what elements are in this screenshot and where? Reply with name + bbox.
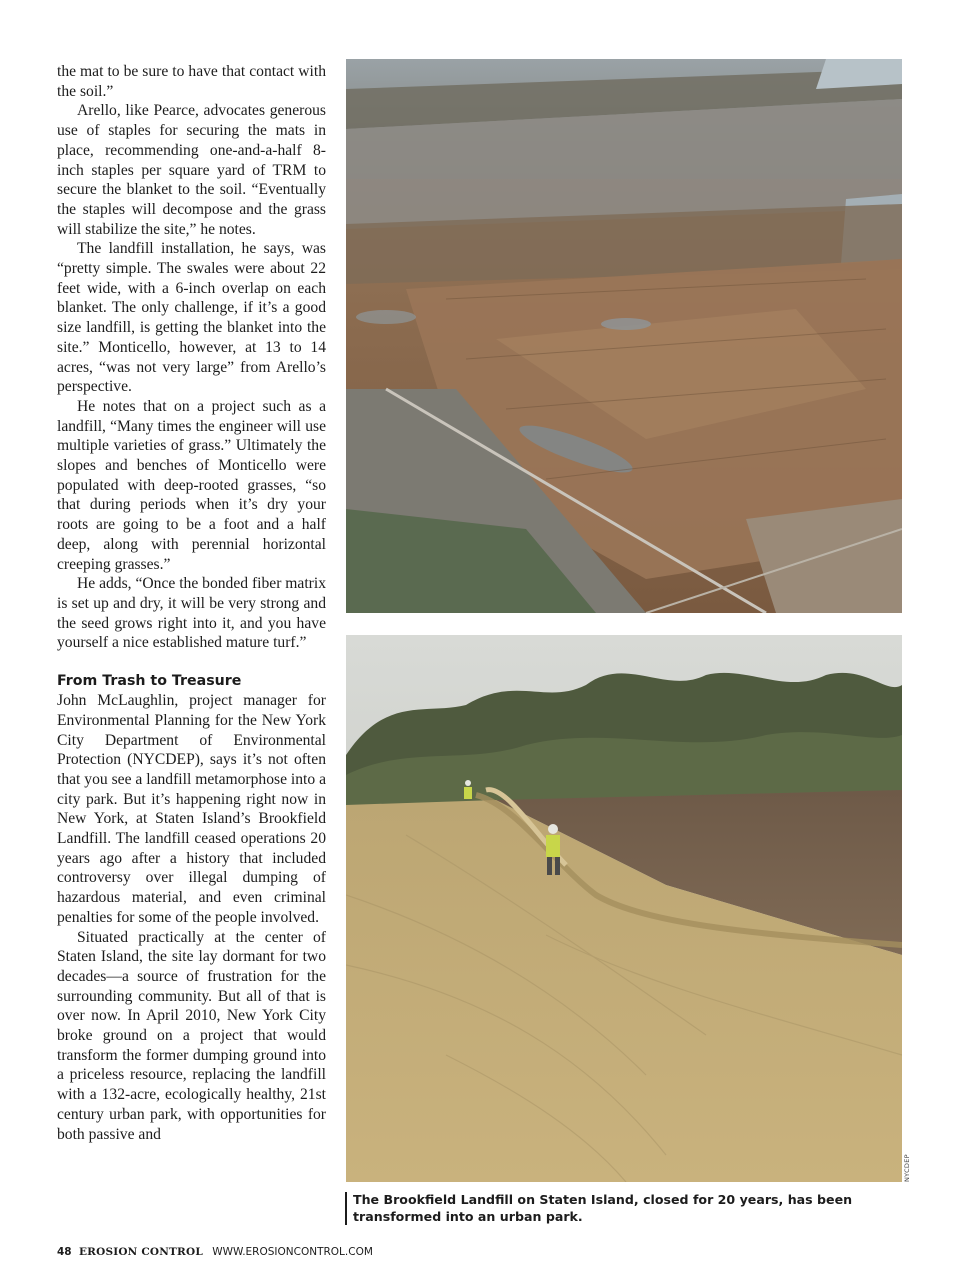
article-paragraph: He notes that on a project such as a landfill, “Many times the engineer will use multiple varieties of grass.” Ultimately the slopes and benches of Monticello were populated with deep-rooted grasses, “so that during periods when it’s dry your roots are going to be a foot and a half deep, along with perennial horizontal creeping grasses.” (57, 397, 326, 573)
aerial-landfill-photo (346, 59, 902, 613)
aerial-photo-graphic (346, 59, 902, 613)
magazine-name: EROSION CONTROL (78, 1246, 203, 1258)
page-number: 48 (57, 1246, 72, 1258)
article-paragraph: Situated practically at the center of Staten Island, the site lay dormant for two decades—a source of frustration for the surrounding community. But all of that is over now. In April 2010, New York City broke ground on a project that would transform the former dumping ground into a priceless resource, replacing the landfill with a 132-acre, ecologically healthy, 21st century urban park, with opportunities for both passive and (57, 928, 326, 1143)
article-column (57, 62, 326, 1144)
article-paragraph: John McLaughlin, project manager for Environmental Planning for the New York City Department of Environmental Protection (NYCDEP), says it’s not often that you see a landfill metamorphose into a city park. But it’s happening right now in New York, at Staten Island’s Brookfield Landfill. The landfill ceased operations 20 years ago after a history that included controversy over illegal dumping of hazardous material, and even criminal penalties for some of the people involved. (57, 692, 326, 926)
article-paragraph: Arello, like Pearce, advocates generous use of staples for securing the mats in place, recommending one-and-a-half 8-inch staples per square yard of TRM to secure the blanket to the soil. “Eventually the staples will decompose and the grass will stabilize the site,” he notes. (57, 102, 326, 238)
slope-photo-graphic (346, 635, 902, 1182)
worker-figure-distant (464, 780, 472, 799)
article-paragraph: the mat to be sure to have that contact with the soil.” (57, 63, 326, 100)
photo-caption: The Brookfield Landfill on Staten Island, closed for 20 years, has been transformed into an urban park. (345, 1192, 913, 1225)
erosion-blanket-slope-photo (346, 635, 902, 1182)
magazine-url: WWW.EROSIONCONTROL.COM (212, 1246, 373, 1258)
section-heading: From Trash to Treasure (57, 673, 242, 690)
article-paragraph: He adds, “Once the bonded fiber matrix is set up and dry, it will be very strong and the seed grows right into it, and you have yourself a nice established mature turf.” (57, 575, 326, 652)
page-footer (57, 1246, 373, 1258)
photo-credit: NYCDEP (903, 1154, 911, 1182)
article-paragraph: The landfill installation, he says, was “pretty simple. The swales were about 22 feet wide, with a 6-inch overlap on each blanket. The only challenge, if it’s a good size landfill, is getting the blanket into the site.” Monticello, however, at 13 to 14 acres, “was not very large” from Arello’s perspective. (57, 240, 326, 396)
